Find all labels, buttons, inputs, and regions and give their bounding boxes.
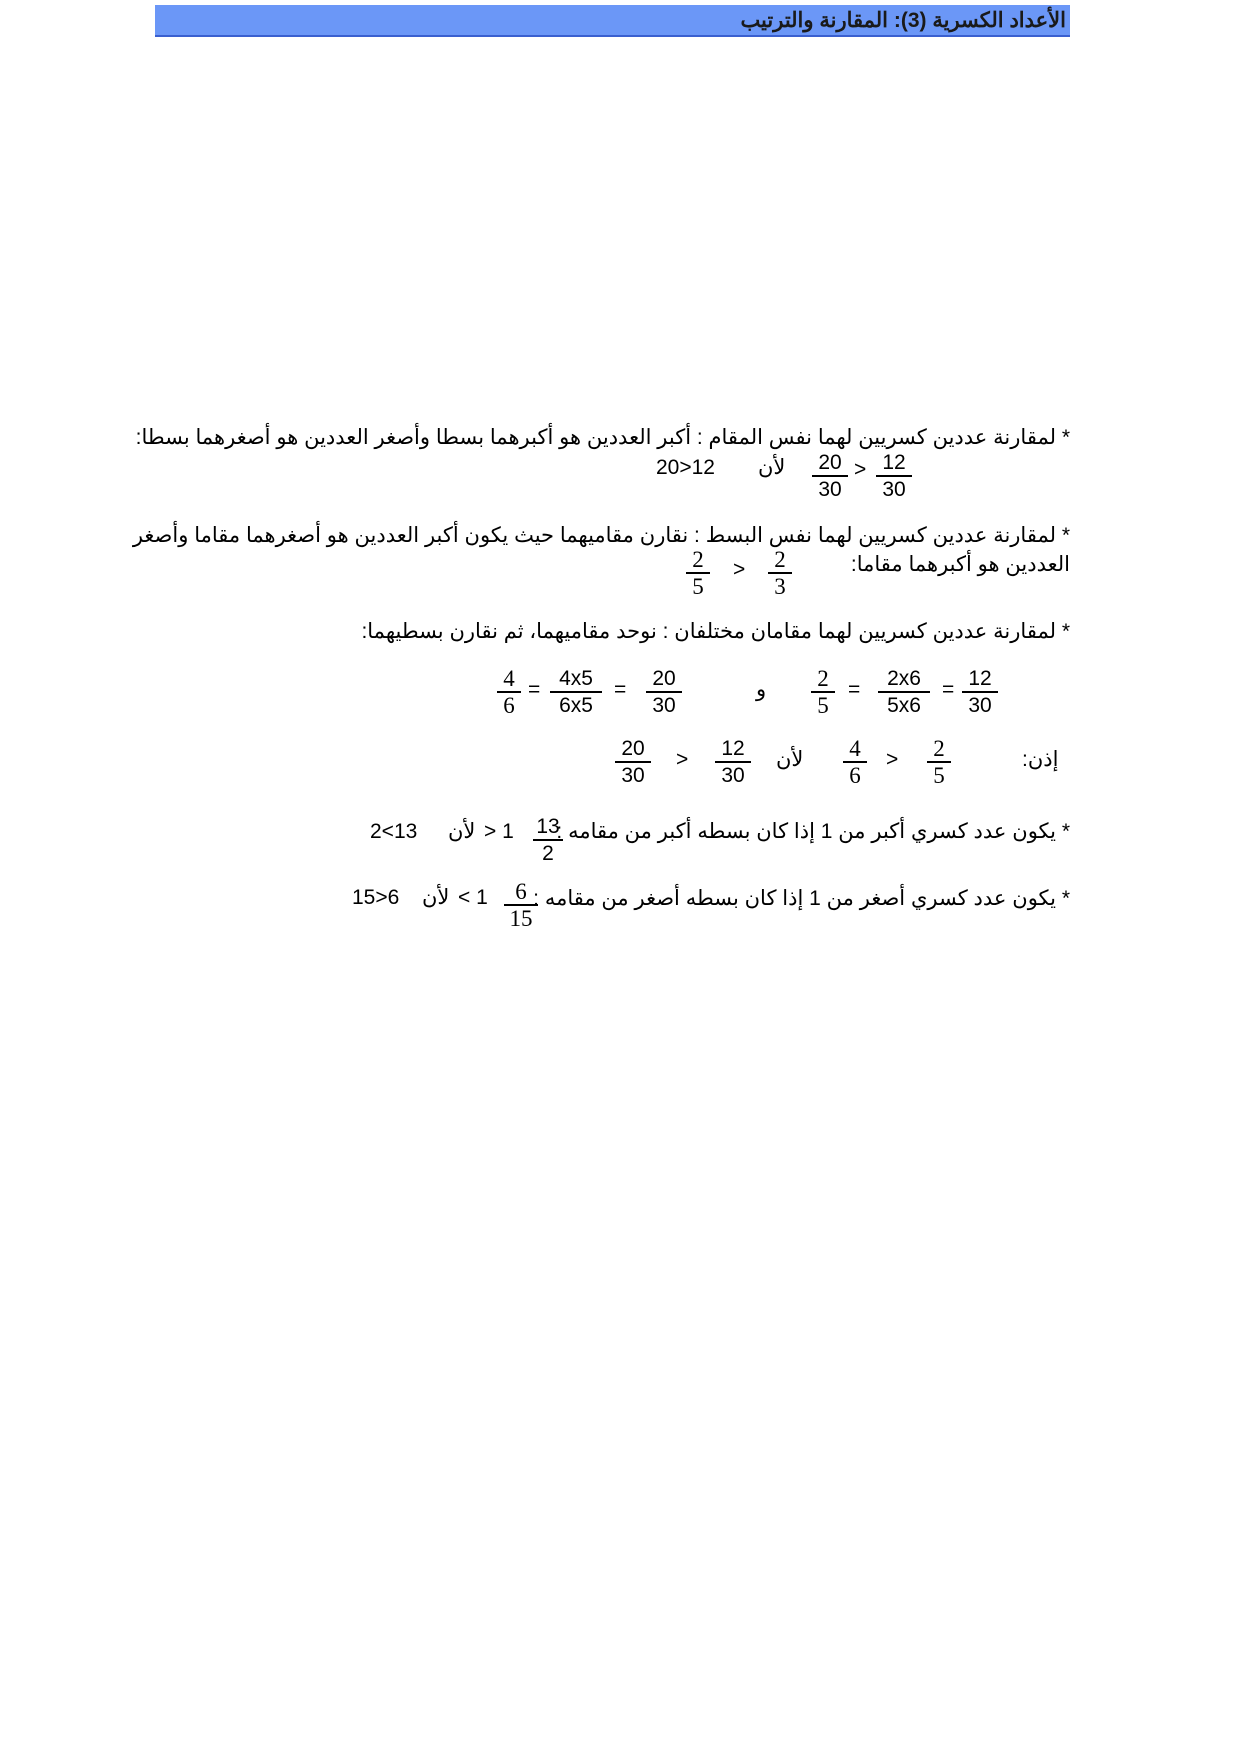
rule3-left-fraction-1 [497, 667, 521, 717]
rule5-text: * يكون عدد كسري أصغر من 1 إذا كان بسطه أصغر من مقامه : [533, 887, 1070, 910]
fraction-bar [533, 839, 563, 841]
rule3-conclusion-fraction-3 [715, 737, 751, 787]
rule2-text-line2: العددين هو أكبرهما مقاما: [850, 553, 1070, 576]
fraction-bar [962, 691, 998, 693]
rule2-fraction-a [768, 548, 792, 598]
rule3-right-equals-2: = [942, 678, 955, 701]
rule3-conclusion-fraction-2-numerator: 4 [849, 736, 861, 761]
rule3-right-fraction-2 [878, 667, 930, 717]
rule3-left-fraction-2-numerator: 4x5 [559, 667, 593, 690]
rule2-fraction-b-numerator: 2 [692, 547, 704, 572]
rule3-text: * لمقارنة عددين كسريين لهما مقامان مختلفان : نوحد مقاميهما، ثم نقارن بسطيهما: [361, 620, 1070, 643]
rule3-conclusion-fraction-1 [927, 737, 951, 787]
rule5-fraction-numerator: 6 [515, 879, 527, 904]
rule2-text-line1: * لمقارنة عددين كسريين لهما نفس البسط : نقارن مقاميهما حيث يكون أكبر العددين هو أصغرهما مقاما وأصغر [132, 524, 1070, 547]
rule3-right-fraction-1-numerator: 2 [817, 666, 829, 691]
rule3-conclusion-fraction-4 [615, 737, 651, 787]
fraction-bar [550, 691, 602, 693]
rule5-fraction-denominator: 15 [509, 906, 533, 931]
rule3-conclusion-operator-2: > [676, 748, 689, 771]
fraction-bar [876, 475, 912, 477]
fraction-bar [646, 691, 682, 693]
rule1-fraction-b-denominator: 30 [882, 478, 906, 501]
rule3-conclusion-because: لأن [776, 748, 804, 771]
rule4-compare: > 1 [484, 820, 514, 843]
rule3-conclusion-fraction-2 [843, 737, 867, 787]
rule3-right-fraction-1 [811, 667, 835, 717]
fraction-bar [812, 475, 848, 477]
rule3-conclusion-fraction-1-numerator: 2 [933, 736, 945, 761]
rule3-left-fraction-1-numerator: 4 [503, 666, 515, 691]
rule2-fraction-b [686, 548, 710, 598]
rule1-fraction-b-numerator: 12 [882, 451, 906, 474]
rule3-left-fraction-3 [646, 667, 682, 717]
rule4-fraction-denominator: 2 [542, 842, 554, 865]
rule3-right-fraction-2-denominator: 5x6 [887, 694, 921, 717]
rule3-left-fraction-3-numerator: 20 [652, 667, 676, 690]
rule3-conclusion-fraction-4-numerator: 20 [621, 737, 645, 760]
rule1-fraction-b [876, 451, 912, 501]
rule5-compare: < 1 [458, 886, 488, 909]
fraction-bar [615, 761, 651, 763]
rule3-right-fraction-3 [962, 667, 998, 717]
rule4-reason: 2<13 [370, 820, 418, 843]
rule4-text: * يكون عدد كسري أكبر من 1 إذا كان بسطه أكبر من مقامه : [556, 820, 1070, 843]
rule3-conclusion-label: إذن: [1022, 748, 1059, 771]
rule2-fraction-b-denominator: 5 [692, 574, 704, 599]
rule5-because: لأن [422, 886, 450, 909]
rule4-fraction-numerator: 13 [536, 815, 560, 838]
rule2-fraction-a-denominator: 3 [774, 574, 786, 599]
rule1-text: * لمقارنة عددين كسريين لهما نفس المقام : أكبر العددين هو أكبرهما بسطا وأصغر العددين هو أصغرهما بسطا: [135, 426, 1070, 449]
rule5-fraction [504, 880, 538, 930]
rule1-fraction-a-denominator: 30 [818, 478, 842, 501]
page-header [155, 5, 1070, 37]
rule3-right-fraction-2-numerator: 2x6 [887, 667, 921, 690]
rule5-reason: 15>6 [352, 886, 400, 909]
rule1-fraction-a-numerator: 20 [818, 451, 842, 474]
rule1-because: لأن [758, 456, 786, 479]
rule1-fraction-a [812, 451, 848, 501]
rule3-right-fraction-3-numerator: 12 [968, 667, 992, 690]
rule3-conclusion-fraction-1-denominator: 5 [933, 763, 945, 788]
page-title: الأعداد الكسرية (3): المقارنة والترتيب [740, 9, 1066, 32]
rule3-conclusion-fraction-3-denominator: 30 [721, 764, 745, 787]
rule2-fraction-a-numerator: 2 [774, 547, 786, 572]
rule1-reason: 20>12 [656, 456, 715, 479]
rule3-left-equals-1: = [528, 678, 541, 701]
rule3-left-fraction-3-denominator: 30 [652, 694, 676, 717]
fraction-bar [715, 761, 751, 763]
rule3-left-equals-2: = [614, 678, 627, 701]
rule3-conclusion-fraction-2-denominator: 6 [849, 763, 861, 788]
rule3-and: و [756, 678, 767, 701]
rule3-right-fraction-3-denominator: 30 [968, 694, 992, 717]
rule1-operator: > [854, 458, 867, 481]
rule4-fraction [533, 815, 563, 865]
fraction-bar [878, 691, 930, 693]
rule2-operator: > [733, 558, 746, 581]
rule4-because: لأن [448, 820, 476, 843]
rule3-left-fraction-2 [550, 667, 602, 717]
rule3-conclusion-fraction-4-denominator: 30 [621, 764, 645, 787]
rule3-conclusion-operator-1: > [886, 748, 899, 771]
rule3-left-fraction-2-denominator: 6x5 [559, 694, 593, 717]
rule3-conclusion-fraction-3-numerator: 12 [721, 737, 745, 760]
rule3-right-fraction-1-denominator: 5 [817, 693, 829, 718]
rule3-right-equals-1: = [848, 678, 861, 701]
rule3-left-fraction-1-denominator: 6 [503, 693, 515, 718]
